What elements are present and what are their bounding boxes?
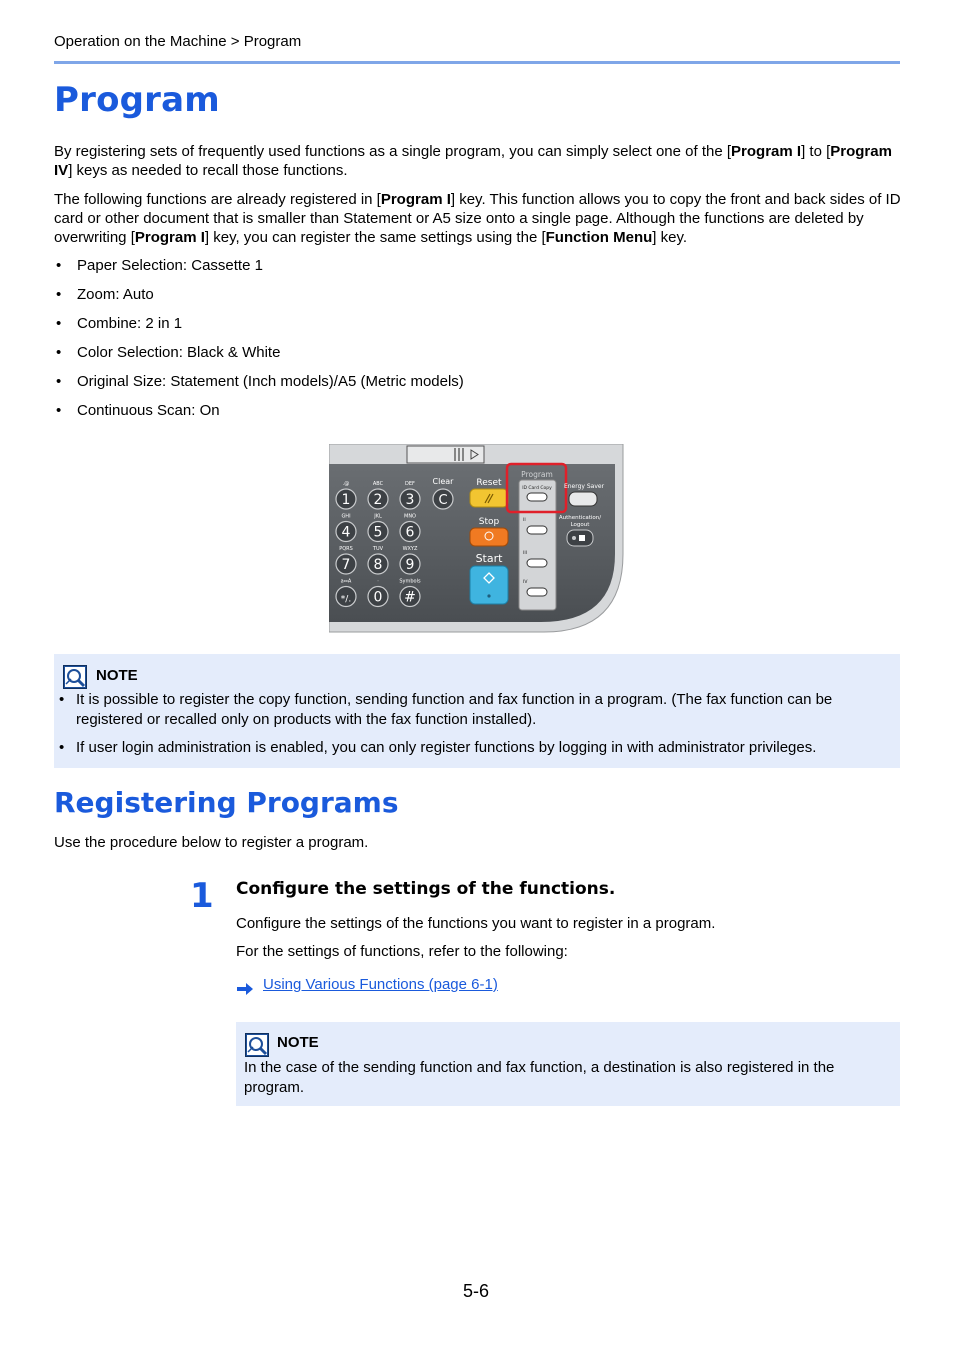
text-run: ] to [ [801,143,831,160]
energy-saver-key [569,492,597,506]
start-key-label: Start [475,552,503,565]
keypad-key-sublabel: JKL [374,513,382,520]
program-key-label: II [523,518,526,523]
keypad-key-sublabel: GHI [341,513,351,520]
keypad-key-label: 8 [373,557,383,573]
keypad-key-label: 3 [405,492,415,508]
id-card-copy-label: ID Card Copy [522,486,552,491]
program-key-label: IV [523,580,528,585]
keypad-key-label: 5 [373,524,383,541]
keypad-key-label: 4 [341,524,351,541]
operation-panel-illustration [329,444,625,634]
section-title: Registering Programs [54,786,399,819]
note-icon [245,1033,269,1057]
keypad-key-label: # [404,589,416,606]
list-item: • Zoom: Auto [54,285,464,314]
list-item: • Combine: 2 in 1 [54,314,464,343]
note-text: In the case of the sending function and fax function, a destination is also registered in the program. [244,1059,835,1096]
lock-icon [579,535,585,541]
step-number: 1 [190,876,214,916]
arrow-right-icon [236,982,254,996]
keypad-key-label: 6 [405,524,415,541]
reset-key [470,489,508,507]
list-item: • It is possible to register the copy function, sending function and fax function in a program. (The fax function can be registered or recalled only on products with the fax function installed). [54,690,894,730]
keypad-key-label: 0 [373,589,383,606]
keypad-key-label: 2 [373,492,383,508]
note-label: NOTE [277,1034,319,1051]
auth-label-line2: Logout [570,522,590,528]
keypad-key-sublabel: Symbols [399,578,421,585]
stop-key [470,528,508,546]
step-title: Configure the settings of the functions. [236,879,616,899]
clear-key-label: Clear [432,477,454,486]
keypad-key-sublabel: ABC [372,481,384,487]
keypad-key-label: 9 [405,557,415,573]
text-run: By registering sets of frequently used functions as a single program, you can simply select one of the [ [54,143,732,160]
reset-key-label: Reset [476,478,502,488]
keypad-key-sublabel: WXYZ [402,546,418,552]
intro-paragraph-1 [54,142,904,180]
text-run: ] key. [652,229,688,246]
text-run: ] key, you can register the same settings using the [ [204,229,546,246]
keypad-key-sublabel: MNO [404,513,416,520]
auth-label-line1: Authentication/ [558,515,602,521]
intro-paragraph-2 [54,190,904,247]
header-rule [54,61,900,64]
breadcrumb: Operation on the Machine > Program [54,33,302,50]
key-name: Program I [134,229,205,246]
list-item: • Color Selection: Black & White [54,343,464,372]
note-icon [63,665,87,689]
step-paragraph-2: For the settings of functions, refer to the following: [236,943,568,960]
list-item: • If user login administration is enabled, you can only register functions by logging in with administrator privileges. [54,738,894,758]
keypad-key-label: 7 [341,557,351,573]
start-key [470,566,508,604]
keypad-key-label: 1 [341,492,351,508]
list-item: • Paper Selection: Cassette 1 [54,256,464,285]
text-run: The following functions are already registered in [ [54,191,381,208]
energy-saver-label: Energy Saver [563,483,605,490]
page-number: 5-6 [463,1281,490,1301]
list-item: • Continuous Scan: On [54,401,464,430]
section-intro: Use the procedure below to register a program. [54,834,369,851]
keypad-key-sublabel: PQRS [339,546,353,552]
program-label: Program [521,470,553,479]
keypad-key-sublabel: · [377,578,379,585]
reference-link[interactable]: Using Various Functions (page 6-1) [263,976,498,993]
key-name: Program I [380,191,451,208]
note-box [54,654,900,768]
function-list [54,256,464,430]
keypad-key-sublabel: TUV [372,546,384,552]
text-run: ] keys as needed to recall those functions. [68,162,348,179]
keypad-key-label: */. [340,594,352,605]
list-item: • Original Size: Statement (Inch models)/A5 (Metric models) [54,372,464,401]
keypad-key-sublabel: .@ [342,481,350,487]
note-label: NOTE [96,667,138,684]
program-key-label: III [523,551,527,556]
note-box [236,1022,900,1106]
text-run: ] key. This function allows you to copy the front and back sides of ID card or other document that is smaller than Statement or A5 size onto a single page. Although the functions are deleted by overwriting [ [54,191,901,246]
keypad-key-sublabel: a⇔A [340,578,352,585]
clear-key-symbol: C [438,493,448,508]
stop-key-label: Stop [478,517,500,527]
step-paragraph-1: Configure the settings of the functions you want to register in a program. [236,915,716,932]
page-title: Program [54,80,220,120]
key-name: Program IV [54,143,892,179]
keypad-key-sublabel: DEF [405,481,415,487]
key-name: Program I [731,143,802,160]
key-name: Function Menu [545,229,653,246]
